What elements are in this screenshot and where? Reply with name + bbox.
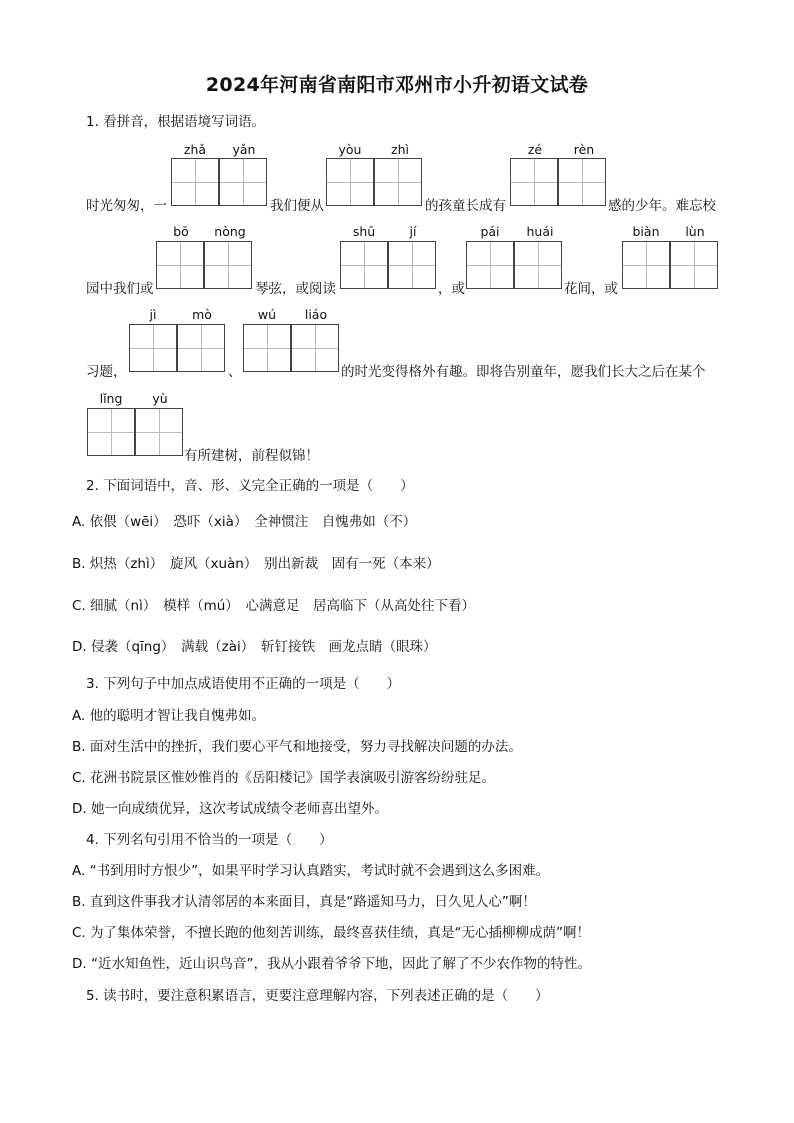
answer-box[interactable] xyxy=(156,241,204,289)
q4-option-b[interactable]: B. 直到这件事我才认清邻居的本来面目，真是“路遥知马力，日久见人心”啊！ xyxy=(72,894,536,910)
answer-box[interactable] xyxy=(326,158,374,206)
q2-option-d[interactable]: D. 侵袭（qīng） 满载（zài） 斩钉接铁 画龙点睛（眼珠） xyxy=(72,639,437,655)
answer-box[interactable] xyxy=(622,241,670,289)
answer-box[interactable] xyxy=(204,241,252,289)
page-title: 2024年河南省南阳市邓州市小升初语文试卷 xyxy=(205,74,589,96)
answer-box[interactable] xyxy=(291,324,339,372)
answer-box[interactable] xyxy=(243,324,291,372)
answer-box[interactable] xyxy=(171,158,219,206)
pinyin-zha: zhǎ xyxy=(183,142,207,157)
answer-box[interactable] xyxy=(558,158,606,206)
q2-option-a[interactable]: A. 依偎（wēi） 恐吓（xià） 全神惯注 自愧弗如（不） xyxy=(72,514,417,530)
q3-option-c[interactable]: C. 花洲书院景区惟妙惟肖的《岳阳楼记》国学表演吸引游客纷纷驻足。 xyxy=(72,770,496,786)
pinyin-zhi: zhì xyxy=(391,142,409,157)
pinyin-huai: huái xyxy=(526,224,554,239)
q1-text: 我们便从 xyxy=(270,198,324,214)
pinyin-ji: jí xyxy=(409,224,417,239)
q1-text: 的时光变得格外有趣。即将告别童年，愿我们长大之后在某个 xyxy=(341,364,706,380)
pinyin-nong: nòng xyxy=(214,224,246,239)
q2-stem: 2. 下面词语中，音、形、义完全正确的一项是（ ） xyxy=(86,478,414,494)
pinyin-yu: yù xyxy=(152,391,168,406)
pinyin-wu: wú xyxy=(257,307,277,322)
q1-text: 、 xyxy=(228,364,242,380)
pinyin-ze: zé xyxy=(527,142,543,157)
answer-box[interactable] xyxy=(670,241,718,289)
q2-option-b[interactable]: B. 炽热（zhì） 旋风（xuàn） 别出新裁 固有一死（本来） xyxy=(72,556,440,572)
answer-box[interactable] xyxy=(514,241,562,289)
pinyin-liao: liáo xyxy=(304,307,328,322)
pinyin-bian: biàn xyxy=(632,224,660,239)
pinyin-ren: rèn xyxy=(573,142,595,157)
answer-box[interactable] xyxy=(129,324,177,372)
pinyin-you: yòu xyxy=(338,142,362,157)
q1-text: 有所建树，前程似锦！ xyxy=(184,448,319,464)
answer-box[interactable] xyxy=(177,324,225,372)
answer-box[interactable] xyxy=(340,241,388,289)
pinyin-ling: lǐng xyxy=(99,391,123,406)
q2-option-c[interactable]: C. 细腻（nì） 模样（mú） 心满意足 居高临下（从高处往下看） xyxy=(72,598,476,614)
pinyin-pai: pái xyxy=(480,224,500,239)
q4-option-c[interactable]: C. 为了集体荣誉，不擅长跑的他刻苦训练，最终喜获佳绩，真是“无心插柳柳成荫”啊！ xyxy=(72,925,590,941)
q1-text: 时光匆匆，一 xyxy=(86,198,167,214)
q4-stem: 4. 下列名句引用不恰当的一项是（ ） xyxy=(86,832,333,848)
answer-box[interactable] xyxy=(388,241,436,289)
q1-text: 的孩童长成有 xyxy=(425,198,506,214)
q1-text: ，或 xyxy=(438,281,465,297)
answer-box[interactable] xyxy=(510,158,558,206)
pinyin-ji2: jì xyxy=(149,307,157,322)
q1-text: 感的少年。难忘校 xyxy=(608,198,716,214)
q1-text: 花间，或 xyxy=(564,281,618,297)
q1-text: 园中我们或 xyxy=(86,281,154,297)
answer-box[interactable] xyxy=(219,158,267,206)
q1-text: 习题， xyxy=(86,364,127,380)
q3-stem: 3. 下列句子中加点成语使用不正确的一项是（ ） xyxy=(86,676,401,692)
pinyin-yan: yǎn xyxy=(232,142,256,157)
q4-option-a[interactable]: A. “书到用时方恨少”，如果平时学习认真踏实，考试时就不会遇到这么多困难。 xyxy=(72,863,550,879)
pinyin-shu: shū xyxy=(352,224,376,239)
q3-option-b[interactable]: B. 面对生活中的挫折，我们要心平气和地接受，努力寻找解决问题的办法。 xyxy=(72,739,522,755)
q3-option-d[interactable]: D. 她一向成绩优异，这次考试成绩令老师喜出望外。 xyxy=(72,801,388,817)
answer-box[interactable] xyxy=(135,408,183,456)
pinyin-mo: mò xyxy=(192,307,212,322)
answer-box[interactable] xyxy=(466,241,514,289)
q5-stem: 5. 读书时，要注意积累语言，更要注意理解内容，下列表述正确的是（ ） xyxy=(86,988,549,1004)
q3-option-a[interactable]: A. 他的聪明才智让我自愧弗如。 xyxy=(72,708,266,724)
pinyin-bo: bō xyxy=(173,224,189,239)
answer-box[interactable] xyxy=(87,408,135,456)
pinyin-lun: lùn xyxy=(685,224,705,239)
q1-stem: 1. 看拼音，根据语境写词语。 xyxy=(86,114,266,130)
answer-box[interactable] xyxy=(374,158,422,206)
q1-text: 琴弦，或阅读 xyxy=(255,281,336,297)
q4-option-d[interactable]: D. “近水知鱼性，近山识鸟音”，我从小跟着爷爷下地，因此了解了不少农作物的特性。 xyxy=(72,956,591,972)
